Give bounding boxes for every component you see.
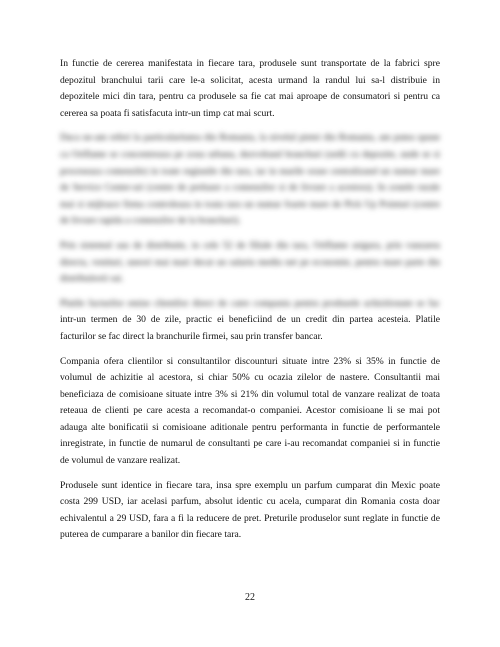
page-number: 22 [245,592,255,603]
paragraph-payments-visible: intr-un termen de 30 de zile, practic ei beneficiind de un credit din partea acesteia. Platile facturilor se fac direct la branchurile firmei, sau prin transfer bancar. [60,314,440,342]
paragraph-discounts: Compania ofera clientilor si consultantilor discounturi situate intre 23% si 35% in functie de volumul de achizitie al acestora, si chiar 50% cu ocazia zilelor de nastere. Consultantii mai beneficiaza de comisioane situate intre 3% si 21% din volumul total de vanzare realizat de toata reteaua de clienti pe care acesta a recomandat-o companiei. Acestor comisioane li se mai pot adauga alte bonificatii si comisioane aditionale pentru performanta in functie de performantele inregistrate, in functie de numarul de consultanti pe care i-au recomandat companiei si in functie de volumul de vanzare realizat. [60,355,440,467]
body-text [60,56,440,552]
paragraph-distribution: In functie de cererea manifestata in fiecare tara, produsele sunt transportate de la fabrici spre depozitul branchului tarii care le-a solicitat, acesta urmand la randul lui sa-l distribuie in depozitele mici din tara, pentru ca produsele sa fie cat mai aproape de consumatori si pentru ca cererea sa poata fi satisfacuta intr-un timp cat mai scurt. [60,58,440,119]
paragraph-payments [60,296,440,346]
paragraph-revenue-blurred: Prin sistemul sau de distributie, in cele 52 de filiale din tara, Oriflame asigura, prin vanzarea directa, venituri, uneori mai mari decat un salariu mediu net pe economie, pentru mare parte din distribuitorii sai. [60,239,440,285]
paragraph-prices: Produsele sunt identice in fiecare tara, insa spre exemplu un parfum cumparat din Mexic poate costa 299 USD, iar acelasi parfum, absolut identic cu acela, cumparat din Romania costa doar echivalentul a 29 USD, fara a fi la reducere de pret. Preturile produselor sunt reglate in functie de puterea de cumparare a banilor din fiecare tara. [60,479,440,541]
paragraph-payments-blurred-line: Platile facturilor emise clientilor direct de catre compania pentru produsele achizitionate se fac [60,297,440,309]
paragraph-romania-blurred: Daca ne-am referi la particularitatea din Romania, la nivelul pietei din Romania, am putea spune ca Oriflame se concentreaza pe zona urbana, dezvoltand branchuri (sedii cu depozite, unde se si proceseaza comenzile) in toate regiunile din tara, iar in marile orase centralizand un numar mare de Service Center-uri (centre de preluare a comenzilor si de livrare a acestora). In zonele rurale mai si mijloace firma controleaza in toata tara un numar foarte mare de Pick Up Pointuri (centre de livrare rapida a comenzilor de la branchuri). [60,132,440,227]
